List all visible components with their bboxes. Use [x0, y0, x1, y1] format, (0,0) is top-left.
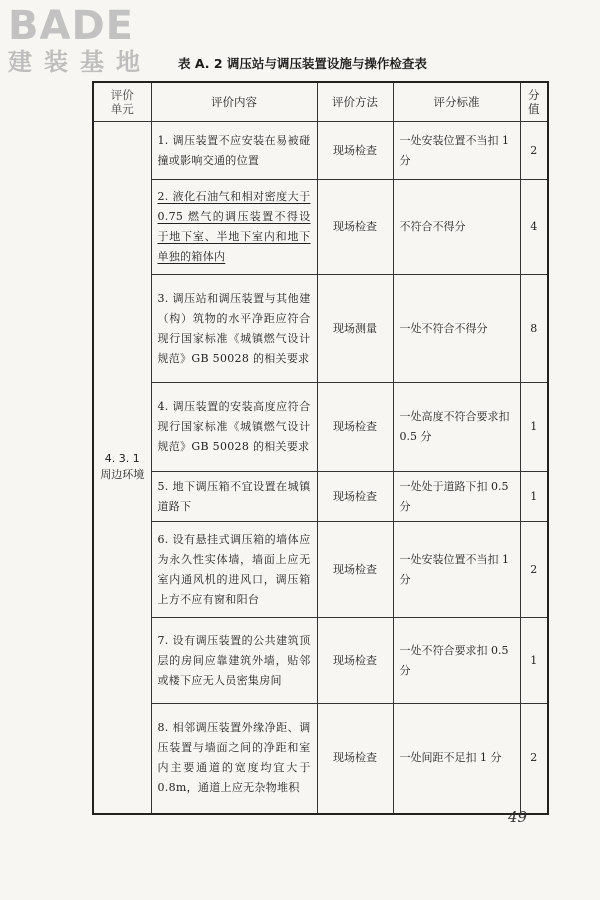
row-content: 8. 相邻调压装置外缘净距、调压装置与墙面之间的净距和室内主要通道的宽度均宜大于 0.8m，通道上应无杂物堆积 — [151, 704, 317, 814]
header-content: 评价内容 — [151, 82, 317, 122]
row-method: 现场检查 — [317, 704, 393, 814]
table-row — [93, 275, 548, 383]
row-criteria: 一处高度不符合要求扣 0.5 分 — [393, 383, 520, 472]
row-criteria: 一处不符合不得分 — [393, 275, 520, 383]
watermark-brand: BADE — [8, 3, 134, 49]
watermark-tagline: 建装基地 — [8, 48, 152, 76]
row-criteria: 一处安装位置不当扣 1 分 — [393, 522, 520, 618]
row-content: 6. 设有悬挂式调压箱的墙体应为永久性实体墙，墙面上应无室内通风机的进风口，调压箱上方不应有窗和阳台 — [151, 522, 317, 618]
header-method: 评价方法 — [317, 82, 393, 122]
row-method: 现场检查 — [317, 618, 393, 704]
row-content: 1. 调压装置不应安装在易被碰撞或影响交通的位置 — [151, 122, 317, 180]
row-content: 7. 设有调压装置的公共建筑顶层的房间应靠建筑外墙，贴邻或楼下应无人员密集房间 — [151, 618, 317, 704]
table-row — [93, 122, 548, 180]
row-content: 5. 地下调压箱不宜设置在城镇道路下 — [151, 472, 317, 522]
table-row — [93, 472, 548, 522]
table-row — [93, 522, 548, 618]
table-row — [93, 618, 548, 704]
table-caption: 表 A. 2 调压站与调压装置设施与操作检查表 — [178, 56, 427, 71]
table-row — [93, 704, 548, 814]
table-row — [93, 383, 548, 472]
row-method: 现场检查 — [317, 472, 393, 522]
row-score: 1 — [520, 383, 548, 472]
row-score: 8 — [520, 275, 548, 383]
row-score: 2 — [520, 704, 548, 814]
row-criteria: 一处间距不足扣 1 分 — [393, 704, 520, 814]
row-score: 2 — [520, 522, 548, 618]
row-criteria: 一处安装位置不当扣 1 分 — [393, 122, 520, 180]
table-row — [93, 180, 548, 275]
row-method: 现场检查 — [317, 383, 393, 472]
page-number: 49 — [508, 808, 528, 826]
row-score: 1 — [520, 618, 548, 704]
row-criteria: 不符合不得分 — [393, 180, 520, 275]
unit-code: 4. 3. 1 — [104, 452, 140, 466]
header-criteria: 评分标准 — [393, 82, 520, 122]
header-unit: 评价单元 — [93, 82, 151, 122]
row-method: 现场测量 — [317, 275, 393, 383]
inspection-table — [92, 81, 549, 815]
row-content: 4. 调压装置的安装高度应符合现行国家标准《城镇燃气设计规范》GB 50028 的相关要求 — [151, 383, 317, 472]
row-method: 现场检查 — [317, 122, 393, 180]
row-content: 3. 调压站和调压装置与其他建（构）筑物的水平净距应符合现行国家标准《城镇燃气设计规范》GB 50028 的相关要求 — [151, 275, 317, 383]
row-method: 现场检查 — [317, 180, 393, 275]
row-score: 1 — [520, 472, 548, 522]
row-content: 2. 液化石油气和相对密度大于 0.75 燃气的调压装置不得设于地下室、半地下室内和地下单独的箱体内 — [151, 180, 317, 275]
evaluation-unit-cell — [93, 122, 151, 814]
watermark-logo — [8, 4, 188, 76]
header-score: 分值 — [520, 82, 548, 122]
row-score: 4 — [520, 180, 548, 275]
row-score: 2 — [520, 122, 548, 180]
row-criteria: 一处处于道路下扣 0.5 分 — [393, 472, 520, 522]
table-header-row — [93, 82, 548, 122]
unit-name: 周边环境 — [100, 468, 145, 482]
row-method: 现场检查 — [317, 522, 393, 618]
row-criteria: 一处不符合要求扣 0.5 分 — [393, 618, 520, 704]
